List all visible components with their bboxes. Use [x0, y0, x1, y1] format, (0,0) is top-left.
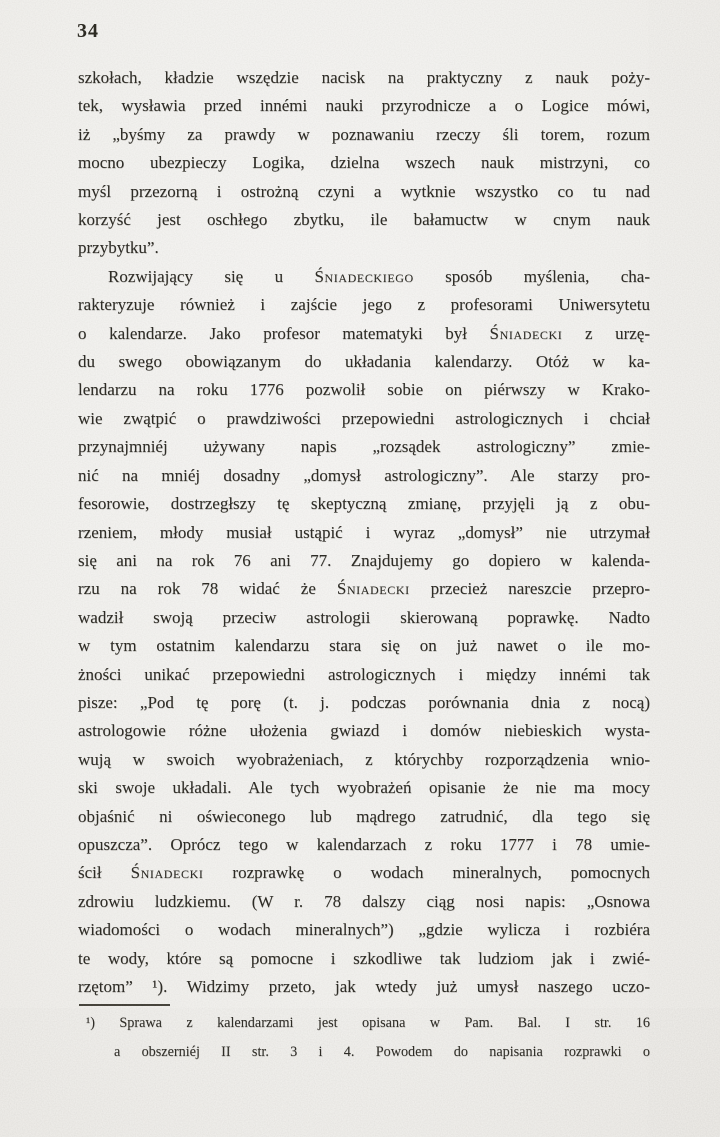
text-line: przynajmniéj używany napis „rozsądek astrologiczny” zmie- [78, 437, 650, 457]
text-line: rakteryzuje również i zajście jego z profesorami Uniwersytetu [78, 295, 650, 315]
text-line: wadził swoją przeciw astrologii skierowaną poprawkę. Nadto [78, 607, 650, 627]
text-line: wują w swoich wyobrażeniach, z którychby rozporządzenia wnio- [78, 749, 650, 769]
text-line: fesorowie, dostrzegłszy tę skeptyczną zmianę, przyjęli ją z obu- [78, 494, 650, 514]
text-line: mocno ubezpieczy Logika, dzielna wszech nauk mistrzyni, co [78, 153, 650, 173]
text-line: pisze: „Pod tę porę (t. j. podczas porównania dnia z nocą) [78, 692, 650, 712]
page-number: 34 [77, 20, 99, 42]
footnote-rule [79, 1004, 170, 1006]
footnote [86, 1009, 650, 1066]
text-line: korzyść jest oschłego zbytku, ile bałamuctw w cnym nauk [78, 210, 650, 230]
text-line: wiadomości o wodach mineralnych”) „gdzie wylicza i rozbiéra [78, 920, 650, 940]
text-line: o kalendarze. Jako profesor matematyki był Śniadecki z urzę- [78, 323, 650, 343]
text-line: astrologowie różne ułożenia gwiazd i domów niebieskich wysta- [78, 721, 650, 741]
text-line: zdrowiu ludzkiemu. (W r. 78 dalszy ciąg nosi napis: „Osnowa [78, 891, 650, 911]
text-line: ski swoje układali. Ale tych wyobrażeń opisanie że nie ma mocy [78, 778, 650, 798]
text-line: te wody, które są pomocne i szkodliwe tak ludziom jak i zwié- [78, 948, 650, 968]
body-text [78, 64, 650, 1001]
text-line: tek, wysławia przed innémi nauki przyrodnicze a o Logice mówi, [78, 96, 650, 116]
footnote-line: ¹) Sprawa z kalendarzami jest opisana w Pam. Bal. I str. 16 [86, 1015, 650, 1031]
text-line: przybytku”. [78, 238, 159, 258]
text-line: nić na mniéj dosadny „domysł astrologiczny”. Ale starzy pro- [78, 465, 650, 485]
text-line: rzu na rok 78 widać że Śniadecki przecież nareszcie przepro- [78, 579, 650, 599]
text-line: Rozwijający się u Śniadeckiego sposób myślenia, cha- [108, 266, 650, 286]
text-line: się ani na rok 76 ani 77. Znajdujemy go dopiero w kalenda- [78, 550, 650, 570]
text-line: żności unikać przepowiedni astrologicznych i między innémi tak [78, 664, 650, 684]
text-line: szkołach, kładzie wszędzie nacisk na praktyczny z nauk poży- [78, 68, 650, 87]
text-line: lendarzu na roku 1776 pozwolił sobie on piérwszy w Krako- [78, 380, 650, 400]
text-line: wie zwątpić o prawdziwości przepowiedni astrologicznych i chciał [78, 408, 650, 428]
text-line: rzętom” ¹). Widzimy przeto, jak wtedy już umysł naszego uczo- [78, 977, 650, 996]
text-line: objaśnić ni oświeconego lub mądrego zatrudnić, dla tego się [78, 806, 650, 826]
footnote-line: a obszerniéj II str. 3 i 4. Powodem do napisania rozprawki o [114, 1043, 650, 1060]
text-line: w tym ostatnim kalendarzu stara się on już nawet o ile mo- [78, 636, 650, 656]
text-line: rzeniem, młody musiał ustąpić i wyraz „domysł” nie utrzymał [78, 522, 650, 542]
text-line: du swego obowiązanym do układania kalendarzy. Otóż w ka- [78, 352, 650, 372]
text-line: myśl przezorną i ostrożną czyni a wytknie wszystko co tu nad [78, 181, 650, 201]
text-line: ścił Śniadecki rozprawkę o wodach mineralnych, pomocnych [78, 863, 650, 883]
text-line: iż „byśmy za prawdy w poznawaniu rzeczy śli torem, rozum [78, 124, 650, 144]
text-line: opuszcza”. Oprócz tego w kalendarzach z roku 1777 i 78 umie- [78, 834, 650, 854]
